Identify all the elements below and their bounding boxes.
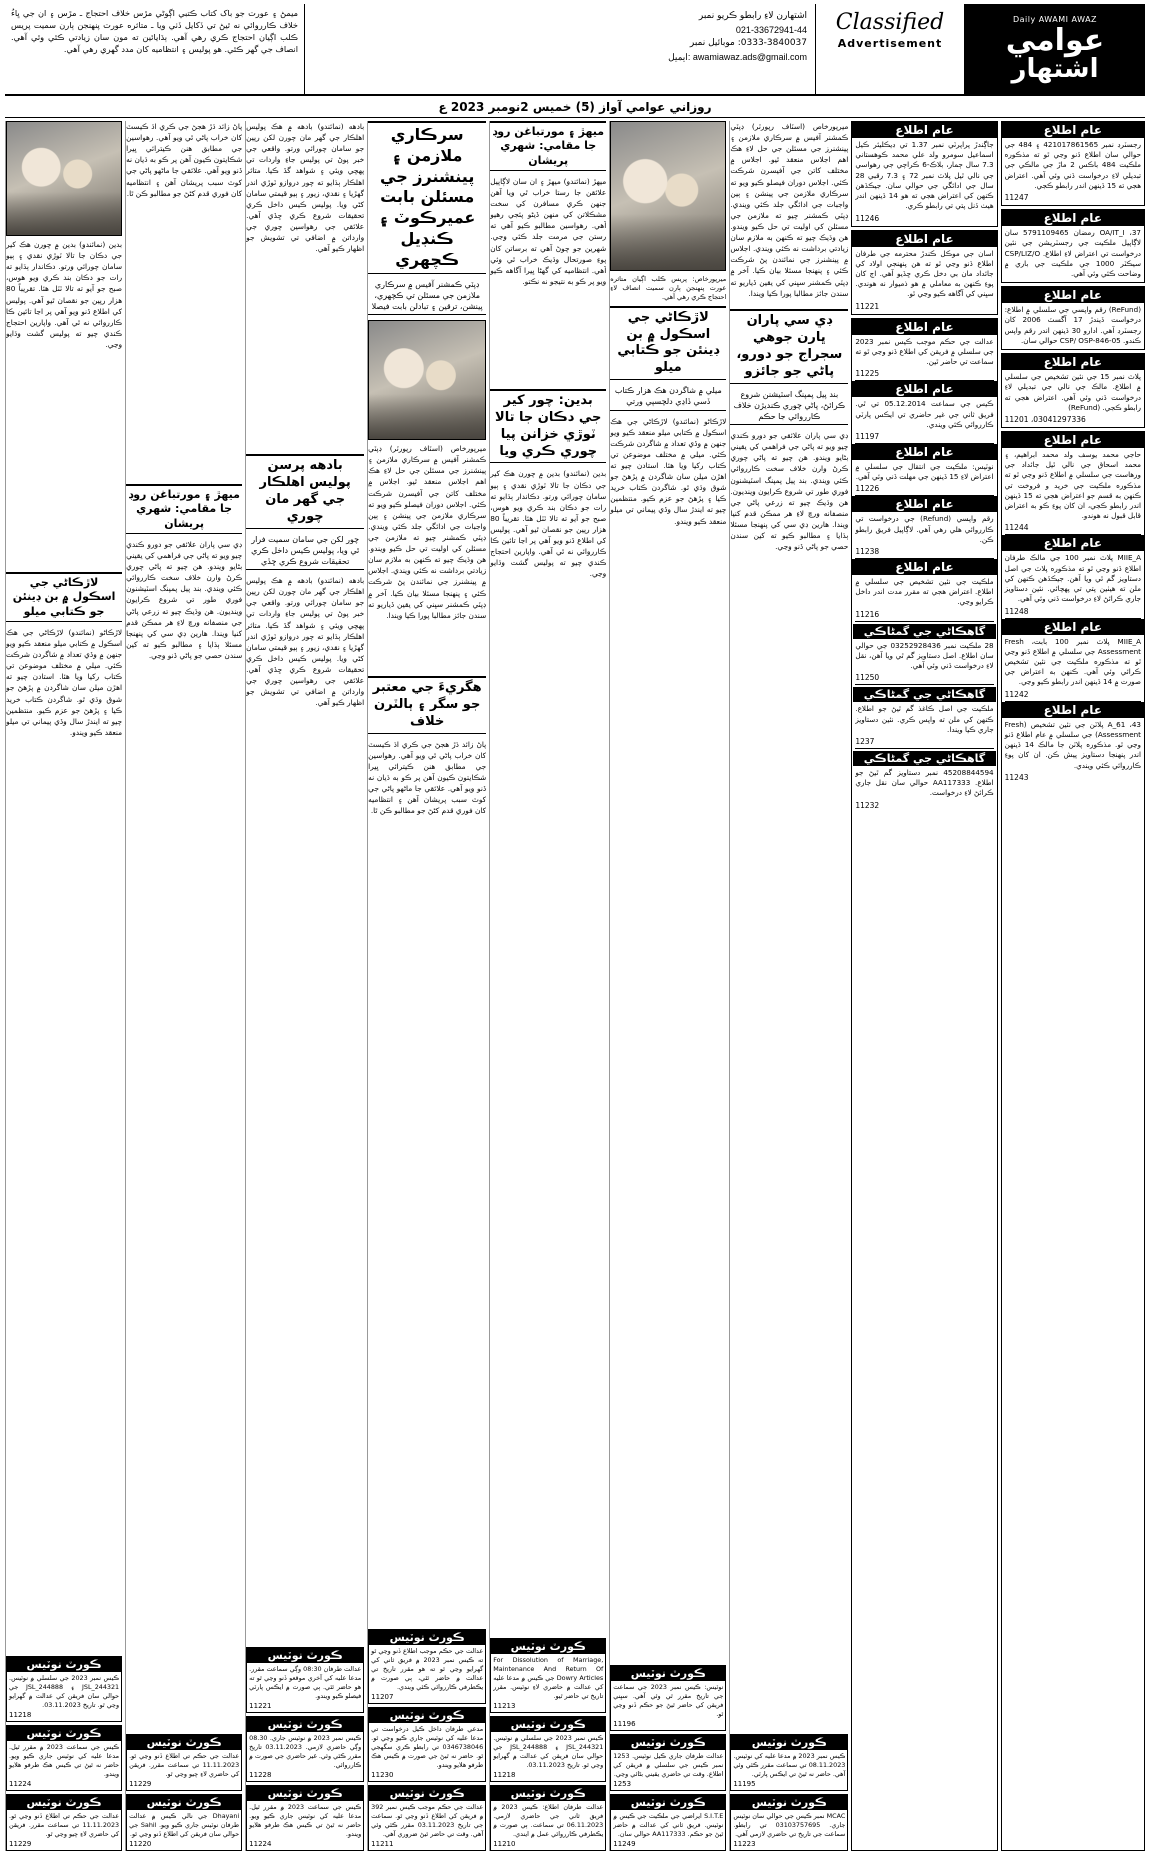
court-notice-body: S.I.T.E ايراضي جي ملڪيت جي ڪيس ۾ نوٽيس. فريق ثاني کي عدالت ۾ حاضر ٿيڻ جو حڪم. AA117333 حوالي سان.: [613, 1812, 724, 1839]
contact-info: [305, 4, 815, 94]
ad-ref: 11243: [1004, 772, 1029, 782]
court-notice-ref: 11207: [371, 1693, 394, 1702]
court-notice-ref: 11230: [371, 1771, 394, 1780]
story-subhead: ڊپٽي ڪمشنر آفيس ۾ سرڪاري ملازمن جي مسئلن تي ڪچهري، پينشن، ترقين ۽ تبادلن بابت فيصلا: [368, 279, 486, 316]
date-strip: روزاني عوامي آواز (5) خميس 2نومبر 2023 ع: [5, 99, 1145, 118]
ad-heading: عام اطلاع: [852, 231, 996, 247]
ad-body: MIIE_A پلاٽ نمبر 100 بابت، Fresh Assessment جي سلسلي ۾ اطلاع ڏنو وڃي ٿو ته مذڪوره ملڪيت جي نئين تشخيص ڪرائي وئي آهي. ڪنهن به اعتراض جي صورت ۾ 14 ڏينهن اندر رابطو ڪيو وڃي.: [1004, 636, 1141, 687]
ad-heading: عام اطلاع: [852, 122, 996, 138]
ad-heading: عام اطلاع: [1002, 432, 1144, 448]
column-news-5: [245, 121, 364, 1851]
ad-block: [851, 230, 997, 315]
court-notice: [6, 1725, 122, 1791]
court-notice-heading: ڪورٽ نوٽيس: [491, 1786, 605, 1801]
customer-notice-body: 45208844594 نمبر دستاويز گم ٿيڻ جو اطلاع. AA117333 حوالي سان نقل جاري ڪرائڻ لاءِ درخواست.: [855, 768, 994, 798]
court-notice-heading: ڪورٽ نوٽيس: [611, 1666, 725, 1681]
court-notice: [730, 1794, 848, 1851]
court-notice: [368, 1785, 486, 1851]
court-notice-ref: 11211: [371, 1840, 394, 1848]
court-notice-body: مدعي طرفان داخل ڪيل درخواست تي مدعا عليه کي نوٽيس جاري ڪيو وڃي ٿو. 0346738046 تي رابطو ڪري سگهجي ٿو. حاضر نه ٿيڻ جي صورت ۾ ڪيس هڪ طرفو هلايو ويندو.: [371, 1725, 484, 1770]
court-notice-heading: ڪورٽ نوٽيس: [369, 1708, 485, 1723]
column-news-2: [609, 121, 726, 1851]
ad-heading: عام اطلاع: [1002, 210, 1144, 226]
ad-block: [1001, 121, 1145, 206]
court-notice-heading: ڪورٽ نوٽيس: [7, 1657, 121, 1672]
court-notice-ref: 11224: [249, 1840, 272, 1848]
ad-heading: عام اطلاع: [852, 381, 996, 397]
column-ads-right: [1001, 121, 1145, 1851]
ad-block: [851, 121, 997, 227]
ad-body: A_61 ،43 پلاٽن جي نئين تشخيص (Fresh Assessment) جي سلسلي ۾ عام اطلاع ڏنو وڃي ٿو. مذڪوره پلاٽن جا مالڪ 14 ڏينهن اندر پنهنجا دستاويز پيش ڪن. ان کان پوءِ ڪارروائي ڪئي ويندي.: [1004, 719, 1141, 770]
story-subhead: ميلي ۾ شاگردن هڪ هزار ڪتاب ڏسي ڏاڍي دلچسپي ورتي: [610, 385, 726, 410]
court-notice-body: Dhayani جي نالي ڪيس ۾ عدالت طرفان نوٽيس جاري ڪيو ويو. Sahil جي حوالي سان فريقن کي اطلاع ڏنو وڃي ٿو.: [129, 1812, 240, 1839]
news-photo: [610, 121, 726, 271]
story-body: پاڻ زائد ڌڙ هجڻ جي ڪري اڌ ڪيسٽ کان خراب پاڻي ٿي ويو آهي. رهواسين جي مطابق هنن ڪيترائي ڀيرا شڪايتون ڪيون آهن پر ڪو به ڌيان نه ڏنو ويو آهي. علائقي جا ماڻهو پاڻي جي کوٽ سبب پريشان آهن ۽ انتظاميه کان فوري قدم کڻڻ جو مطالبو ڪن ٿا.: [368, 739, 487, 816]
ad-block: [851, 318, 997, 1851]
court-notice-ref: 11229: [9, 1840, 32, 1848]
story-body: ڊي سي پاران علائقي جو دورو ڪندي چيو ويو ته پاڻي جي فراهمي کي يقيني بڻايو ويندو. هن چيو ته پاڻي چوري ڪرڻ وارن خلاف سخت ڪارروائي ڪئي ويندي. بند پيل پمپنگ اسٽيشنون فوري طور تي شروع ڪرايون وينديون. هن وڌيڪ چيو ته زرعي پاڻي جي منصفانه ورڇ لاءِ هر ممڪن قدم کنيا ويندا. هارين ڊي سي کي پنهنجا مسئلا ٻڌايا ۽ مطالبو ڪيو ته کين سندن حصي جو پاڻي ڏنو وڃي.: [126, 539, 243, 660]
court-notice-body: عدالت جي حڪم موجب ڪيس نمبر 392 ۾ فريقن کي اطلاع ڏنو وڃي ٿو. سماعت جي تاريخ 03.11.2023 مقرر ڪئي وئي آهي. وقت تي حاضر ٿيڻ ضروري آهي.: [371, 1803, 484, 1839]
court-notice-heading: ڪورٽ نوٽيس: [127, 1735, 241, 1750]
court-notice-heading: ڪورٽ نوٽيس: [247, 1648, 363, 1663]
column-ads-2: [851, 121, 997, 1851]
ad-heading: عام اطلاع: [1002, 287, 1144, 303]
newspaper-logo: [965, 4, 1145, 94]
customer-notice-heading: گاهڪاڻي جي گمڻاڪي: [853, 751, 995, 766]
news-photo-tertiary: [6, 121, 122, 236]
ad-heading: عام اطلاع: [1002, 535, 1144, 551]
ad-heading: عام اطلاع: [1002, 122, 1144, 138]
ad-heading: عام اطلاع: [852, 559, 996, 575]
court-notice-ref: 11213: [493, 1702, 516, 1711]
classified-subtitle: Advertisement: [837, 37, 943, 50]
story-headline: هگريءَ جي معتبر جو سگر ۽ ٻالٽرن خلاف: [368, 676, 486, 734]
contact-line-3: ايميل: awamiawaz.ads@gmail.com: [668, 51, 807, 62]
ad-ref: 11216: [855, 609, 880, 619]
court-notice-heading: ڪورٽ نوٽيس: [731, 1795, 847, 1810]
ad-body: ڪيس جي سماعت 05.12.2014 تي ٿي. فريق ثاني جي غير حاضري تي ايڪس پارٽي ڪارروائي ڪئي ويندي.: [855, 399, 994, 429]
story-headline: بادهه پرسن پوليس اهلڪار جي گهر مان چوري: [246, 454, 364, 529]
court-notice: [6, 1656, 122, 1722]
news-photo-secondary: [368, 320, 486, 440]
ad-block: [1001, 431, 1145, 1851]
court-notice: [246, 1785, 364, 1851]
story-body: بدين (نمائندو) بدين ۾ چورن هڪ کير جي دڪان جا تالا ٽوڙي نقدي ۽ ٻيو سامان چورائي ورتو. دڪاندار ٻڌايو ته رات جو دڪان بند ڪري ويو هوس، صبح جو آيو ته تالا ٽٽل هئا. تقريباً 80 هزار رپين جو نقصان ٿيو آهي. پوليس کي اطلاع ڏنو ويو آهي پر اڃا تائين ڪا ڪارروائي نه ٿي آهي. واپارين احتجاج ڪندي چيو ته پوليس گشت وڌايو وڃي.: [6, 240, 123, 349]
court-notice-heading: ڪورٽ نوٽيس: [491, 1639, 605, 1654]
story-headline: لاڙڪاڻي جي اسڪول ۾ بن ڊينئن جو ڪتابي ميلو: [6, 572, 122, 622]
customer-notice-body: ملڪيت جي اصل ڪاغذ گم ٿيڻ جو اطلاع. ڪنهن کي ملن ته واپس ڪري. نئين دستاويز جاري ڪيا ويندا.: [855, 704, 994, 734]
ad-body: پلاٽ نمبر 15 جي نئين تشخيص جي سلسلي ۾ اطلاع. مالڪ جي نالي جي تبديلي لاءِ درخواست ڏني وئي آهي. اعتراض هجي ته رابطو ڪجي. (ReFund): [1004, 372, 1141, 412]
court-notice-ref: 11229: [129, 1780, 152, 1789]
logo-line-2: اشتهار: [1011, 54, 1099, 85]
court-notice-heading: ڪورٽ نوٽيس: [369, 1786, 485, 1801]
court-notice-body: عدالت طرفان جاري ڪيل نوٽيس. 1253 نمبر ڪيس جي سلسلي ۾ فريقن کي اطلاع. وقت تي حاضري يقيني بڻائي وڃي.: [613, 1752, 724, 1779]
column-news-1: [729, 121, 848, 1851]
court-notice: [610, 1794, 726, 1851]
ad-heading: عام اطلاع: [852, 496, 996, 512]
ad-heading: عام اطلاع: [1002, 702, 1144, 718]
court-notice-heading: ڪورٽ نوٽيس: [127, 1795, 241, 1810]
column-news-6: [125, 121, 242, 1851]
court-notice: [730, 1734, 848, 1791]
court-notice-ref: 11221: [249, 1702, 272, 1711]
ad-block: [1001, 353, 1145, 428]
story-headline: ميهڙ ۽ مورتباغن روڊ جا مقامي: شهري پريشان: [126, 484, 242, 534]
ad-body: رقم واپسي (Refund) جي درخواست تي ڪارروائي هلي رهي آهي. لاڳاپيل فريق رابطو ڪن.: [855, 514, 994, 544]
court-notice-body: MCAC نمبر ڪيس جي حوالي سان نوٽيس جاري. 03103757695 تي رابطو. سماعت جي تاريخ تي حاضري لازمي آهي.: [733, 1812, 846, 1839]
court-notice-ref: 11228: [249, 1771, 272, 1780]
story-headline: ميهڙ ۽ مورتباغن روڊ جا مقامي: شهري پريشان: [490, 121, 606, 171]
story-subhead: چور لکن جي سامان سميت فرار ٿي ويا، پوليس ڪيس داخل ڪري تحقيقات شروع ڪري ڇڏي: [246, 534, 364, 571]
court-notice: [368, 1707, 486, 1782]
story-subhead: بند پيل پمپنگ اسٽيشنن شروع ڪرائڻ، پاڻي چوري ڪنديڙن خلاف ڪارروائي جا حڪم: [730, 389, 848, 426]
story-body: ڊي سي پاران علائقي جو دورو ڪندي چيو ويو ته پاڻي جي فراهمي کي يقيني بڻايو ويندو. هن چيو ته پاڻي چوري ڪرڻ وارن خلاف سخت ڪارروائي ڪئي ويندي. بند پيل پمپنگ اسٽيشنون فوري طور تي شروع ڪرايون وينديون. هن وڌيڪ چيو ته زرعي پاڻي جي منصفانه ورڇ لاءِ هر ممڪن قدم کنيا ويندا. هارين ڊي سي کي پنهنجا مسئلا ٻڌايا ۽ مطالبو ڪيو ته کين سندن حصي جو پاڻي ڏنو وڃي.: [730, 431, 849, 552]
ad-ref: 11246: [855, 213, 880, 223]
court-notice: [490, 1716, 606, 1782]
story-body: ميهڙ (نمائندو) ميهڙ ۽ ان سان لاڳاپيل علائقن جا رستا خراب ٿي ويا آهن جنهن ڪري مسافرن کي سخت مشڪلاتن کي منهن ڏيڻو پئجي رهيو آهي. رهواسين مطالبو ڪيو آهي ته رستن جي مرمت جلد ڪئي وڃي. شهرين جو چوڻ آهي ته برساتن کان پوءِ صورتحال وڌيڪ خراب ٿي وئي آهي. انتظاميه کي گهڻا ڀيرا آگاهه ڪيو ويو پر ڪو به نتيجو نه نڪتو.: [490, 176, 607, 286]
customer-notice-body: 28 ملڪيت نمبر 03252928436 جي حوالي سان اطلاع. اصل دستاويز گم ٿي ويا آهن، نقل لاءِ درخواست ڏني وئي آهي.: [855, 640, 994, 671]
court-notice: [246, 1647, 364, 1713]
story-body: لاڙڪاڻو (نمائندو) لاڙڪاڻي جي هڪ اسڪول ۾ ڪتابي ميلو منعقد ڪيو ويو جنهن ۾ وڏي تعداد ۾ شاگردن شرڪت ڪئي. ميلي ۾ مختلف موضوعن تي ڪتاب رکيا ويا هئا. استادن چيو ته اهڙن ميلن سان شاگردن ۾ پڙهڻ جو شوق وڌي ٿو. شاگردن ڪتاب خريد ڪيا ۽ پڙهڻ جو عزم ڪيو. منتظمين چيو ته ايندڙ سال وڏي پيماني تي ميلو منعقد ڪيو ويندو.: [6, 627, 123, 737]
court-notice-heading: ڪورٽ نوٽيس: [611, 1795, 725, 1810]
court-notice-ref: 11196: [613, 1720, 636, 1729]
contact-line-0: اشتهارن لاءِ رابطو ڪريو نمبر: [698, 11, 807, 21]
ad-ref: 11247: [1004, 193, 1029, 203]
ad-body: نوٽيس: ملڪيت جي انتقال جي سلسلي ۾ اعتراض لاءِ 15 ڏينهن جي مهلت ڏني وئي آهي.: [855, 461, 994, 482]
court-notice-ref: 11218: [493, 1771, 516, 1780]
court-notice-heading: ڪورٽ نوٽيس: [7, 1726, 121, 1741]
customer-notice-ref: 11250: [855, 673, 880, 683]
court-notice: [126, 1734, 242, 1791]
ad-ref: 11242: [1004, 689, 1029, 699]
ad-body: عدالت جي حڪم موجب ڪيس نمبر 2023 جي سلسلي ۾ فريقن کي اطلاع ڏنو وڃي ٿو ته سماعت تي حاضر ٿين.: [855, 336, 994, 367]
court-notice: [246, 1716, 364, 1782]
court-notice-ref: 11218: [9, 1711, 32, 1720]
ad-ref: 11244: [1004, 523, 1029, 533]
court-notice-heading: ڪورٽ نوٽيس: [731, 1735, 847, 1750]
ad-body: MIIE_A پلاٽ نمبر 100 جي مالڪ طرفان اطلاع ڏنو وڃي ٿو ته مذڪوره پلاٽ جي اصل دستاويز گم ٿي ويا آهن. جيڪڏهن ڪنهن کي ملن ته هيٺين پتي تي پهچائي. نئين دستاويز جاري ڪرائڻ لاءِ درخواست ڏني وئي آهي.: [1004, 553, 1141, 604]
court-notice-ref: 1253: [613, 1780, 632, 1789]
court-notice-ref: 11249: [613, 1840, 636, 1848]
customer-notice-ref: 1237: [855, 737, 875, 746]
ad-body: اسان جي موڪل ڪندڙ محترمه جي طرفان اطلاع ڏنو وڃي ٿو ته هن پنهنجي اولاد کي جائداد مان بي دخل ڪري ڇڏيو آهي. اڄ کان پوءِ ڪنهن به معاملي ۾ هو ذميوار نه هوندي. سڀني کي آگاهه ڪيو وڃي ٿو.: [855, 248, 994, 299]
masthead: [5, 4, 1145, 96]
ad-heading: عام اطلاع: [1002, 619, 1144, 635]
page-grid: [5, 121, 1145, 1851]
story-body: بادهه (نمائندو) بادهه ۾ هڪ پوليس اهلڪار جي گهر مان چورن لکن رپين جو سامان چورائي ورتو. واقعي جي خبر پوڻ تي پوليس جاءِ واردات تي پهچي ويئي ۽ شواهد گڏ ڪيا. متاثر اهلڪار ٻڌايو ته چور دروازو ٽوڙي اندر گهڙيا ۽ نقدي، زيور ۽ ٻيو قيمتي سامان کڻي ويا. پوليس ڪيس داخل ڪري تحقيقات شروع ڪري ڇڏي آهي. علائقي جي رهواسين چوري جي وارداتن ۾ اضافي تي تشويش جو اظهار ڪيو آهي.: [246, 122, 365, 254]
ad-block: [1001, 209, 1145, 283]
court-notice-body: ڪيس جي سماعت 2023 ۾ مقرر ٿيل. مدعا عليه کي نوٽيس جاري ڪيو ويو. حاضر نه ٿيڻ تي ڪيس هڪ طرفو هلايو ويندو.: [249, 1803, 362, 1839]
court-notice: [6, 1794, 122, 1851]
court-notice: [126, 1794, 242, 1851]
ad-block: [1001, 286, 1145, 350]
court-notice-ref: 11210: [493, 1840, 516, 1848]
contact-line-2: 0333-3840037: موبائيل نمبر: [689, 38, 807, 48]
column-news-3: [489, 121, 606, 1851]
court-notice-heading: ڪورٽ نوٽيس: [491, 1717, 605, 1732]
court-notice-ref: 11224: [9, 1780, 32, 1789]
story-body: بدين (نمائندو) بدين ۾ چورن هڪ کير جي دڪان جا تالا ٽوڙي نقدي ۽ ٻيو سامان چورائي ورتو. دڪاندار ٻڌايو ته رات جو دڪان بند ڪري ويو هوس، صبح جو آيو ته تالا ٽٽل هئا. تقريباً 80 هزار رپين جو نقصان ٿيو آهي. پوليس کي اطلاع ڏنو ويو آهي پر اڃا تائين ڪا ڪارروائي نه ٿي آهي. واپارين احتجاج ڪندي چيو ته پوليس گشت وڌايو وڃي.: [490, 469, 607, 579]
story-body: لاڙڪاڻو (نمائندو) لاڙڪاڻي جي هڪ اسڪول ۾ ڪتابي ميلو منعقد ڪيو ويو جنهن ۾ وڏي تعداد ۾ شاگردن شرڪت ڪئي. ميلي ۾ مختلف موضوعن تي ڪتاب رکيا ويا هئا. استادن چيو ته اهڙن ميلن سان شاگردن ۾ پڙهڻ جو شوق وڌي ٿو. شاگردن ڪتاب خريد ڪيا ۽ پڙهڻ جو عزم ڪيو. منتظمين چيو ته ايندڙ سال وڏي پيماني تي ميلو منعقد ڪيو ويندو.: [610, 416, 727, 526]
ad-heading: عام اطلاع: [852, 319, 996, 335]
ad-ref: 11226: [855, 484, 880, 494]
court-notice-heading: ڪورٽ نوٽيس: [7, 1795, 121, 1810]
story-headline: ڊي سي پاران ڀارن جوهي سجراج جو دورو، پاڻي جو جائزو: [730, 309, 848, 384]
story-headline: بدين: چور کير جي دڪان جا تالا ٽوڙي خزانن پيا چوري ڪري ويا: [490, 389, 606, 464]
ad-body: OA/IT_I ،37 رمضان 5791109465 سان لاڳاپيل ملڪيت جي رجسٽريشن جي نئين درخواست تي اعتراض لاءِ اطلاع. CSP/LIZ/O سيڪٽر 1000 جي ملڪيت جي باري ۾ وضاحت ڪئي وئي آهي.: [1004, 228, 1142, 278]
court-notice: [610, 1734, 726, 1791]
ad-heading: عام اطلاع: [1002, 354, 1144, 370]
court-notice-ref: 11220: [129, 1840, 152, 1848]
court-notice: [610, 1665, 726, 1731]
story-body: بادهه (نمائندو) بادهه ۾ هڪ پوليس اهلڪار جي گهر مان چورن لکن رپين جو سامان چورائي ورتو. واقعي جي خبر پوڻ تي پوليس جاءِ واردات تي پهچي ويئي ۽ شواهد گڏ ڪيا. متاثر اهلڪار ٻڌايو ته چور دروازو ٽوڙي اندر گهڙيا ۽ نقدي، زيور ۽ ٻيو قيمتي سامان کڻي ويا. پوليس ڪيس داخل ڪري تحقيقات شروع ڪري ڇڏي آهي. علائقي جي رهواسين چوري جي وارداتن ۾ اضافي تي تشويش جو اظهار ڪيو آهي.: [246, 576, 365, 708]
court-notice-body: ڪيس نمبر 2023 ۾ مدعا عليه کي نوٽيس. 08.11.2023 تي سماعت مقرر ڪئي وئي آهي. حاضر نه ٿيڻ تي ايڪس پارٽي.: [733, 1752, 846, 1779]
court-notice: [490, 1638, 606, 1713]
court-notice-body: ڪيس نمبر 2023 جي سلسلي ۾ نوٽيس. JSL_244321 ۽ JSL_244888 جي حوالي سان فريقن کي عدالت ۾ گهرايو وڃي ٿو. تاريخ 03.11.2023.: [493, 1734, 604, 1770]
court-notice: [368, 1629, 486, 1704]
court-notice-body: عدالت جي حڪم تي اطلاع ڏنو وڃي ٿو. 11.11.2023 تي سماعت مقرر. فريقن کي حاضري لاءِ چيو وڃي ٿو.: [129, 1752, 240, 1779]
court-notice-body: ڪيس نمبر 2023 ۾ نوٽيس جاري. 08.30 وڳي حاضري لازمي. 03.11.2023 تاريخ مقرر ڪئي وئي. غير حاضري جي صورت ۾ ڪارروائي.: [249, 1734, 362, 1770]
logo-line-1: عوامي: [1005, 22, 1105, 58]
ad-body: جاڳندڙ پراپرٽي نمبر 1.37 تي ڊيڪليئر ڪيل اسماعيل سومرو ولد علي محمد ڪوهستاني 7.3 سال ڄمار، بلاڪ-6 ڪراچي جي رهواسي جي نالي ٿيل پلاٽ نمبر 72 ۽ 7.3 رقبي 28 سال جي ادائگي جي حوالي سان. جيڪڏهن ڪنهن کي اعتراض هجي ته هو 14 ڏينهن اندر هيٺ ڏنل پتي تي رابطو ڪري.: [855, 140, 994, 211]
court-notice-body: عدالت طرفان اطلاع: ڪيس 2023 ۾ فريق ثاني جي حاضري لازمي. 06.11.2023 تي سماعت. ٻي صورت ۾ يڪطرفي ڪارروائي عمل ۾ ايندي.: [493, 1803, 604, 1839]
lead-story-text: ميرپورخاص (اسٽاف رپورٽر) ڊپٽي ڪمشنر آفيس ۾ سرڪاري ملازمن ۽ پينشنرز جي مسئلن جي حل لاءِ هڪ اهم اجلاس منعقد ٿيو. اجلاس ۾ مختلف کاتن جي آفيسرن شرڪت ڪئي. اجلاس دوران فيصلو ڪيو ويو ته سرڪاري ملازمن جي پينشن ۽ ٻين واجبات جي ادائگي جلد ڪئي ويندي. ڊپٽي ڪمشنر چيو ته ملازمن جي مسئلن کي اوليت تي حل ڪيو ويندو. هن وڌيڪ چيو ته ڪنهن به ملازم سان زيادتي برداشت نه ڪئي ويندي. اجلاس ۾ پينشنرز جي نمائندن پڻ شرڪت ڪئي ۽ پنهنجا مسئلا بيان ڪيا. آخر ۾ ڊپٽي ڪمشنر سڀني کي يقين ڏياريو ته سندن جائز مطالبا پورا ڪيا ويندا.: [730, 122, 849, 298]
classified-banner: [815, 4, 965, 94]
classified-title: Classified: [835, 10, 945, 35]
court-notice-body: For Dissolution of Marriage, Maintenance And Return Of Dowry Articles جي ڪيس ۾ مدعا عليه کي عدالت ۾ حاضري لاءِ نوٽيس. مقرر تاريخ تي حاضر ٿيو.: [493, 1656, 604, 1701]
column-news-7: [5, 121, 122, 1851]
story-body: پاڻ زائد ڌڙ هجڻ جي ڪري اڌ ڪيسٽ کان خراب پاڻي ٿي ويو آهي. رهواسين جي مطابق هنن ڪيترائي ڀيرا شڪايتون ڪيون آهن پر ڪو به ڌيان نه ڏنو ويو آهي. علائقي جا ماڻهو پاڻي جي کوٽ سبب پريشان آهن ۽ انتظاميه کان فوري قدم کڻڻ جو مطالبو ڪن ٿا.: [126, 122, 243, 198]
ad-heading: عام اطلاع: [852, 444, 996, 460]
court-notice-heading: ڪورٽ نوٽيس: [369, 1630, 485, 1645]
court-notice: [490, 1785, 606, 1851]
story-body: ميرپورخاص (اسٽاف رپورٽر) ڊپٽي ڪمشنر آفيس ۾ سرڪاري ملازمن ۽ پينشنرز جي مسئلن جي حل لاءِ هڪ اهم اجلاس منعقد ٿيو. اجلاس ۾ مختلف کاتن جي آفيسرن شرڪت ڪئي. اجلاس دوران فيصلو ڪيو ويو ته سرڪاري ملازمن جي پينشن ۽ ٻين واجبات جي ادائگي جلد ڪئي ويندي. ڊپٽي ڪمشنر چيو ته ملازمن جي مسئلن کي اوليت تي حل ڪيو ويندو. هن وڌيڪ چيو ته ڪنهن به ملازم سان زيادتي برداشت نه ڪئي ويندي. اجلاس ۾ پينشنرز جي نمائندن پڻ شرڪت ڪئي ۽ پنهنجا مسئلا بيان ڪيا. آخر ۾ ڊپٽي ڪمشنر سڀني کي يقين ڏياريو ته سندن جائز مطالبا پورا ڪيا ويندا.: [368, 444, 487, 620]
ad-ref: 11201 ،03041297336: [1004, 414, 1086, 424]
court-notice-ref: 11195: [733, 1780, 756, 1789]
ad-body: ملڪيت جي نئين تشخيص جي سلسلي ۾ اطلاع. اعتراض هجي ته مقرر مدت اندر داخل ڪرايو وڃي.: [855, 577, 994, 607]
ad-body: حاجي محمد يوسف ولد محمد ابراهيم، ۽ محمد اسحاق جي نالي ٿيل جائداد جي ورهاست جي سلسلي ۾ اطلاع ڏنو وڃي ٿو ته مذڪوره ملڪيت جي خريد و فروخت تي ڪنهن به قسم جو اعتراض هجي ته 15 ڏينهن اندر رابطو ڪجي، ان کان پوءِ ڪو به اعتراض قابل قبول نه هوندو.: [1004, 449, 1141, 521]
court-notice-heading: ڪورٽ نوٽيس: [611, 1735, 725, 1750]
ad-ref: 11197: [855, 431, 880, 441]
court-notice-body: عدالت جي حڪم موجب اطلاع ڏنو وڃي ٿو ته ڪيس نمبر 2023 ۾ فريق ثاني کي گهرايو وڃي ٿو ته هو مقرر تاريخ تي عدالت ۾ حاضر ٿئي، ٻي صورت ۾ يڪطرفي ڪارروائي ڪئي ويندي.: [371, 1647, 484, 1692]
ad-ref: 11248: [1004, 606, 1029, 616]
contact-line-1: 021-33672941-44: [735, 24, 807, 35]
court-notice-heading: ڪورٽ نوٽيس: [247, 1717, 363, 1732]
photo-caption: ميرپورخاص: پريس ڪلب اڳيان متاثره عورت پنهنجن ٻارن سميت انصاف لاءِ احتجاج ڪري رهي آهي.: [610, 275, 727, 302]
court-notice-body: ڪيس جي سماعت 2023 ۾ مقرر ٿيل. مدعا عليه کي نوٽيس جاري ڪيو ويو. حاضر نه ٿيڻ تي ڪيس هڪ طرفو هلايو ويندو.: [9, 1743, 120, 1779]
logo-subtitle: Daily AWAMI AWAZ: [1012, 14, 1098, 24]
ad-ref: 11225: [855, 369, 880, 379]
court-notice-ref: 11223: [733, 1840, 756, 1848]
column-news-4: [367, 121, 486, 1851]
ad-body: رجسٽرڊ نمبر 421017861565 ۽ 484 جي حوالي سان اطلاع ڏنو وڃي ٿو ته مذڪوره ملڪيت 484 باڪس 2 ماڙ جي مالڪي جي تبديلي لاءِ درخواست ڏني وئي آهي. اعتراض هجي ته 15 ڏينهن اندر رابطو ڪجي.: [1004, 140, 1142, 190]
court-notice-body: عدالت جي حڪم تي اطلاع ڏنو وڃي ٿو. 11.11.2023 تي سماعت مقرر. فريقن کي حاضري لاءِ چيو وڃي ٿو.: [9, 1812, 120, 1839]
court-notice-body: عدالت طرفان 08:30 وڳي سماعت مقرر. مدعا عليه کي آخري موقعو ڏنو وڃي ٿو ته هو حاضر ٿئي. ٻي صورت ۾ ايڪس پارٽي فيصلو ڪيو ويندو.: [249, 1665, 362, 1701]
customer-notice-ref: 11232: [855, 800, 880, 810]
court-notice-heading: ڪورٽ نوٽيس: [247, 1786, 363, 1801]
court-notice-body: نوٽيس: ڪيس نمبر 2023 جي سماعت جي تاريخ مقرر ٿي وئي آهي. سڀني فريقن کي حاضر ٿيڻ جو حڪم ڏنو وڃي ٿو.: [613, 1683, 724, 1719]
ad-ref: 11221: [855, 301, 880, 311]
customer-notice-heading: گاهڪاڻي جي گمڻاڪي: [853, 624, 995, 639]
court-notice-body: ڪيس نمبر 2023 جي سلسلي ۾ نوٽيس. JSL_244321 ۽ JSL_244888 جي حوالي سان فريقن کي عدالت ۾ گهرايو وڃي ٿو. تاريخ 03.11.2023.: [9, 1674, 120, 1710]
ad-body: (ReFund) رقم واپسي جي سلسلي ۾ اطلاع: درخواست ڏيندڙ 17 آگسٽ 2006 کان رجسٽرڊ آهي. ادارو 30 ڏينهن اندر رقم واپس ڪندو. CSP/ OSP-846-05 حوالي سان.: [1004, 305, 1142, 345]
story-headline: سرڪاري ملازمن ۽ پينشنرز جي مسئلن بابت عميرڪوٽ ۽ ڪنڊيل ڪچهري: [368, 121, 486, 274]
story-headline: لاڙڪاڻي جي اسڪول ۾ بن ڊينئن جو ڪتابي ميلو: [610, 306, 726, 381]
ad-ref: 11238: [855, 547, 880, 557]
masthead-brief: ميمڻ ۽ عورت جو باک کتاب ڪتبي اڳوڻي مڙس خلاف احتجاج ـ مڙس ۽ ان جي ڀاءُ خلاف ڪارروائي نه ٿيڻ تي ڏکايل ڏٺي ويا ـ متاثره عورت پنهنجن ٻارن سميت پريس ڪلب اڳيان احتجاج ڪري رهي آهي. ٻڌايائين ته مون سان زيادتي ڪئي وئي آهي. انصاف جي گهر ڪئي. هو پوليس ۽ انتظاميه کان مدد گهري رهي آهي.: [5, 4, 305, 94]
customer-notice-heading: گاهڪاڻي جي گمڻاڪي: [853, 687, 995, 702]
